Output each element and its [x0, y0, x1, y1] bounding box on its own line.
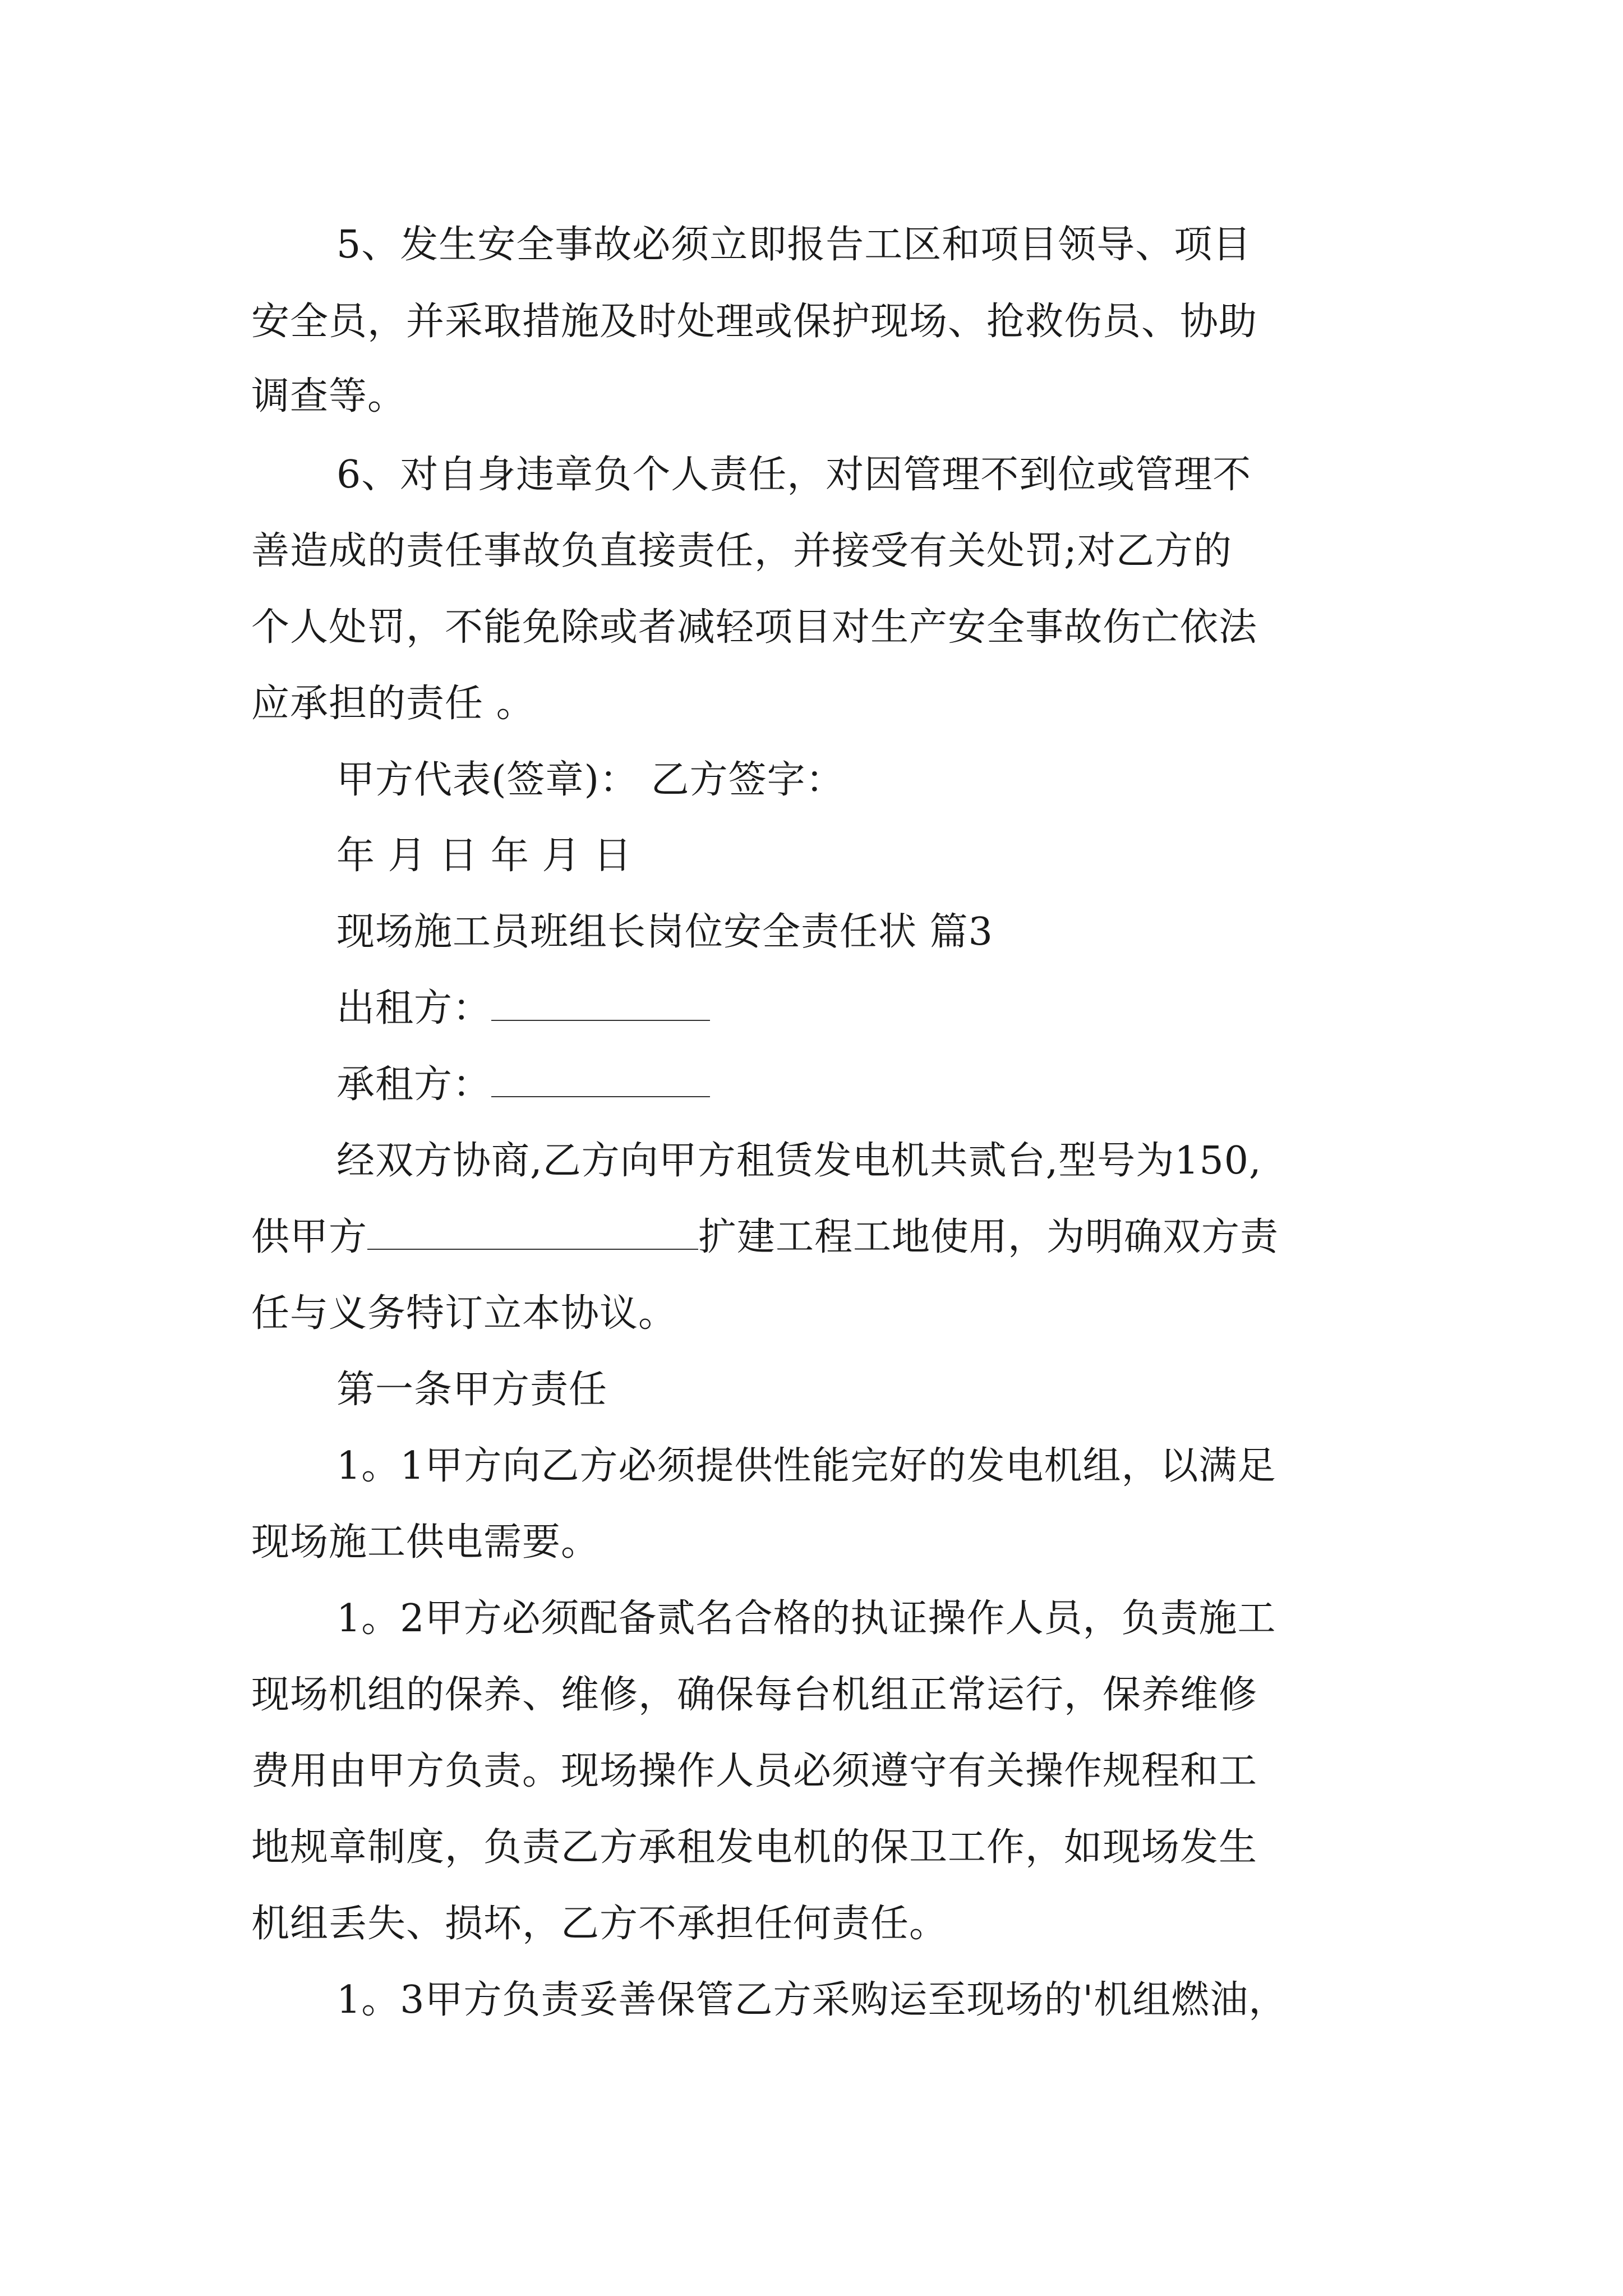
- text-line: 应承担的责任 。: [251, 682, 535, 726]
- lessor-label: 出租方：: [336, 986, 492, 1030]
- text-line: 费用由甲方负责。现场操作人员必须遵守有关操作规程和工: [251, 1749, 1258, 1793]
- text-segment: 供甲方: [251, 1215, 368, 1259]
- article-heading: 第一条甲方责任: [336, 1368, 608, 1412]
- text-line: 6、对自身违章负个人责任，对因管理不到位或管理不: [336, 453, 1252, 497]
- text-line: 任与义务特订立本协议。: [251, 1291, 677, 1336]
- date-line: 年 月 日 年 月 日: [336, 834, 633, 878]
- text-line: 个人处罚，不能免除或者减轻项目对生产安全事故伤亡依法: [251, 605, 1258, 650]
- signature-line: 甲方代表(签章)： 乙方签字：: [336, 758, 845, 802]
- lessee-line: [336, 1060, 1475, 1110]
- text-line: 1。3甲方负责妥善保管乙方采购运至现场的'机组燃油，: [336, 1978, 1288, 2022]
- text-line: 5、发生安全事故必须立即报告工区和项目领导、项目: [336, 223, 1252, 267]
- text-line: 1。1甲方向乙方必须提供性能完好的发电机组，以满足: [336, 1444, 1276, 1488]
- project-blank: [367, 1214, 698, 1250]
- lessee-label: 承租方：: [336, 1062, 492, 1107]
- text-segment: 扩建工程工地使用，为明确双方责: [698, 1215, 1279, 1259]
- text-line: 调查等。: [251, 374, 407, 418]
- text-line: 1。2甲方必须配备贰名合格的执证操作人员，负责施工: [336, 1596, 1276, 1641]
- text-line: 经双方协商,乙方向甲方租赁发电机共贰台,型号为150,: [336, 1139, 1262, 1183]
- text-line: [251, 1212, 1390, 1263]
- lessee-blank: [491, 1061, 710, 1097]
- text-line: 善造成的责任事故负直接责任，并接受有关处罚;对乙方的: [251, 529, 1232, 573]
- text-line: 机组丢失、损坏，乙方不承担任何责任。: [251, 1902, 948, 1946]
- section-heading: 现场施工员班组长岗位安全责任状 篇3: [336, 910, 993, 954]
- lessor-line: [336, 983, 1475, 1034]
- text-line: 现场施工供电需要。: [251, 1520, 600, 1565]
- text-line: 地规章制度，负责乙方承租发电机的保卫工作，如现场发生: [251, 1825, 1258, 1870]
- text-line: 安全员，并采取措施及时处理或保护现场、抢救伤员、协助: [251, 300, 1258, 344]
- text-line: 现场机组的保养、维修，确保每台机组正常运行，保养维修: [251, 1673, 1258, 1717]
- lessor-blank: [491, 985, 710, 1021]
